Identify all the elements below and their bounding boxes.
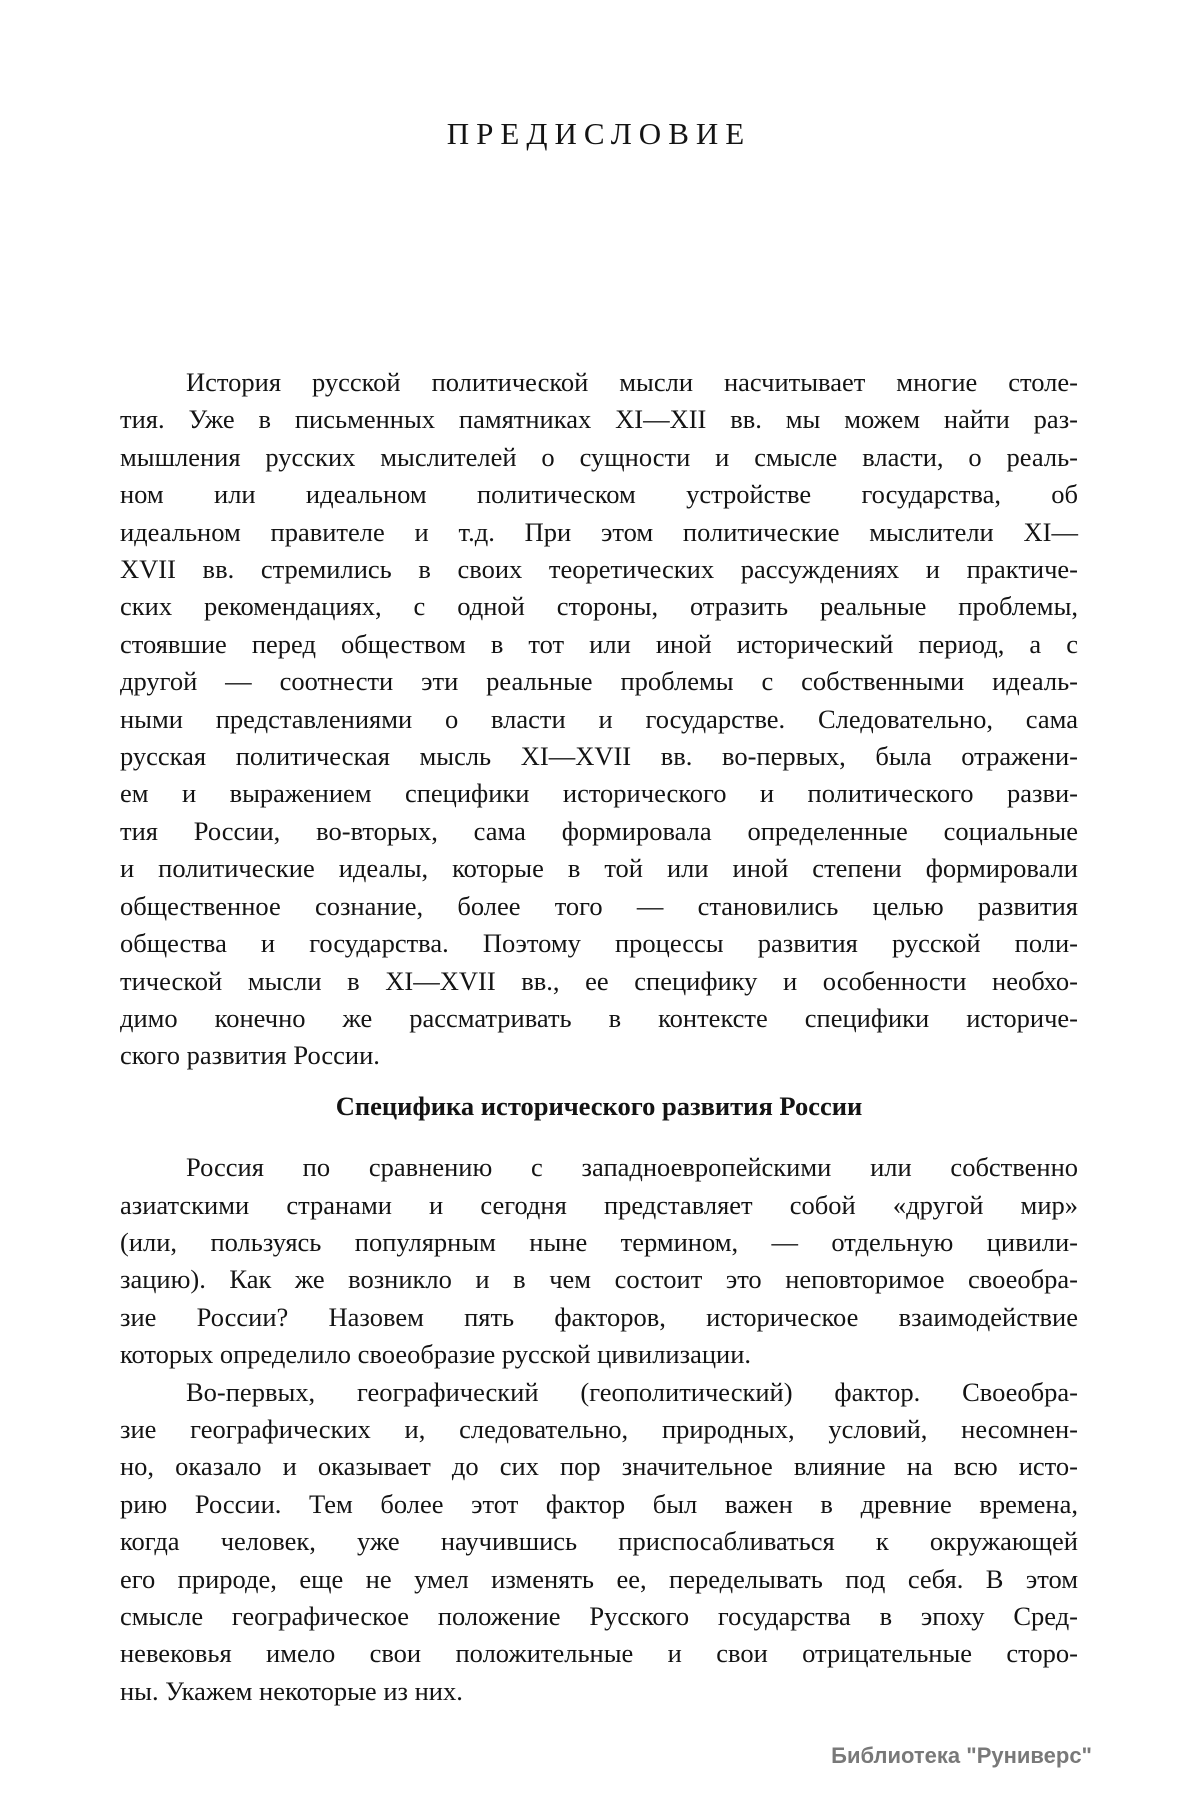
text-line: рию России. Тем более этот фактор был важен в древние времена, xyxy=(120,1488,1078,1519)
text-line: зацию). Как же возникло и в чем состоит это неповторимое своеобра- xyxy=(120,1264,1078,1295)
text-line: ем и выражением специфики исторического и политического разви- xyxy=(120,778,1078,809)
text-line: русская политическая мысль XI—XVII вв. во-первых, была отражени- xyxy=(120,741,1078,772)
text-line: тия России, во-вторых, сама формировала определенные социальные xyxy=(120,815,1078,846)
text-line: ном или идеальном политическом устройстве государства, об xyxy=(120,479,1078,510)
text-line: смысле географическое положение Русского государства в эпоху Сред- xyxy=(120,1601,1078,1631)
text-line: его природе, еще не умел изменять ее, переделывать под себя. В этом xyxy=(120,1563,1078,1594)
page-title: ПРЕДИСЛОВИЕ xyxy=(446,116,752,151)
page-content xyxy=(120,0,1078,1710)
section-heading: Специфика исторического развития России xyxy=(335,1090,863,1121)
text-line: другой — соотнести эти реальные проблемы с собственными идеаль- xyxy=(120,666,1078,697)
text-line: История русской политической мысли насчитывает многие столе- xyxy=(186,367,1078,397)
text-line: ских рекомендациях, с одной стороны, отразить реальные проблемы, xyxy=(120,591,1078,622)
text-line: зие географических и, следовательно, природных, условий, несомнен- xyxy=(120,1413,1078,1444)
paragraph-russia-comparison xyxy=(120,1149,1078,1373)
text-line: но, оказало и оказывает до сих пор значительное влияние на всю исто- xyxy=(120,1451,1078,1482)
text-line: (или, пользуясь популярным ныне термином, — отдельную цивили- xyxy=(120,1226,1078,1257)
text-line: зие России? Назовем пять факторов, историческое взаимодействие xyxy=(120,1301,1078,1332)
text-line: мышления русских мыслителей о сущности и смысле власти, о реаль- xyxy=(120,441,1078,472)
text-line: и политические идеалы, которые в той или иной степени формировали xyxy=(120,853,1078,884)
text-line: XVII вв. стремились в своих теоретических рассуждениях и практиче- xyxy=(120,554,1078,585)
text-line: ны. Укажем некоторые из них. xyxy=(120,1675,463,1706)
text-line: Россия по сравнению с западноевропейскими или собственно xyxy=(186,1152,1078,1183)
text-line: когда человек, уже научившись приспосабливаться к окружающей xyxy=(120,1526,1078,1557)
text-line: невековья имело свои положительные и свои отрицательные сторо- xyxy=(120,1638,1078,1669)
paragraph-intro xyxy=(120,364,1078,1075)
text-line: ского развития России. xyxy=(120,1040,380,1071)
text-line: общественное сознание, более того — становились целью развития xyxy=(120,890,1078,921)
text-line: азиатскими странами и сегодня представляет собой «другой мир» xyxy=(120,1189,1078,1220)
text-line: которых определило своеобразие русской цивилизации. xyxy=(120,1339,752,1370)
text-line: Во-первых, географический (геополитический) фактор. Своеобра- xyxy=(186,1376,1078,1407)
text-line: тия. Уже в письменных памятниках XI—XII вв. мы можем найти раз- xyxy=(120,404,1078,435)
text-line: тической мысли в XI—XVII вв., ее специфику и особенности необхо- xyxy=(120,965,1078,996)
text-line: димо конечно же рассматривать в контексте специфики историче- xyxy=(120,1002,1078,1033)
library-watermark: Библиотека "Руниверс" xyxy=(831,1743,1092,1768)
paragraph-geographic-factor xyxy=(120,1374,1078,1711)
text-line: стоявшие перед обществом в тот или иной исторический период, а с xyxy=(120,628,1078,659)
text-line: ными представлениями о власти и государстве. Следовательно, сама xyxy=(120,703,1078,734)
text-line: идеальном правителе и т.д. При этом политические мыслители XI— xyxy=(120,516,1078,547)
text-line: общества и государства. Поэтому процессы развития русской поли- xyxy=(120,928,1078,959)
